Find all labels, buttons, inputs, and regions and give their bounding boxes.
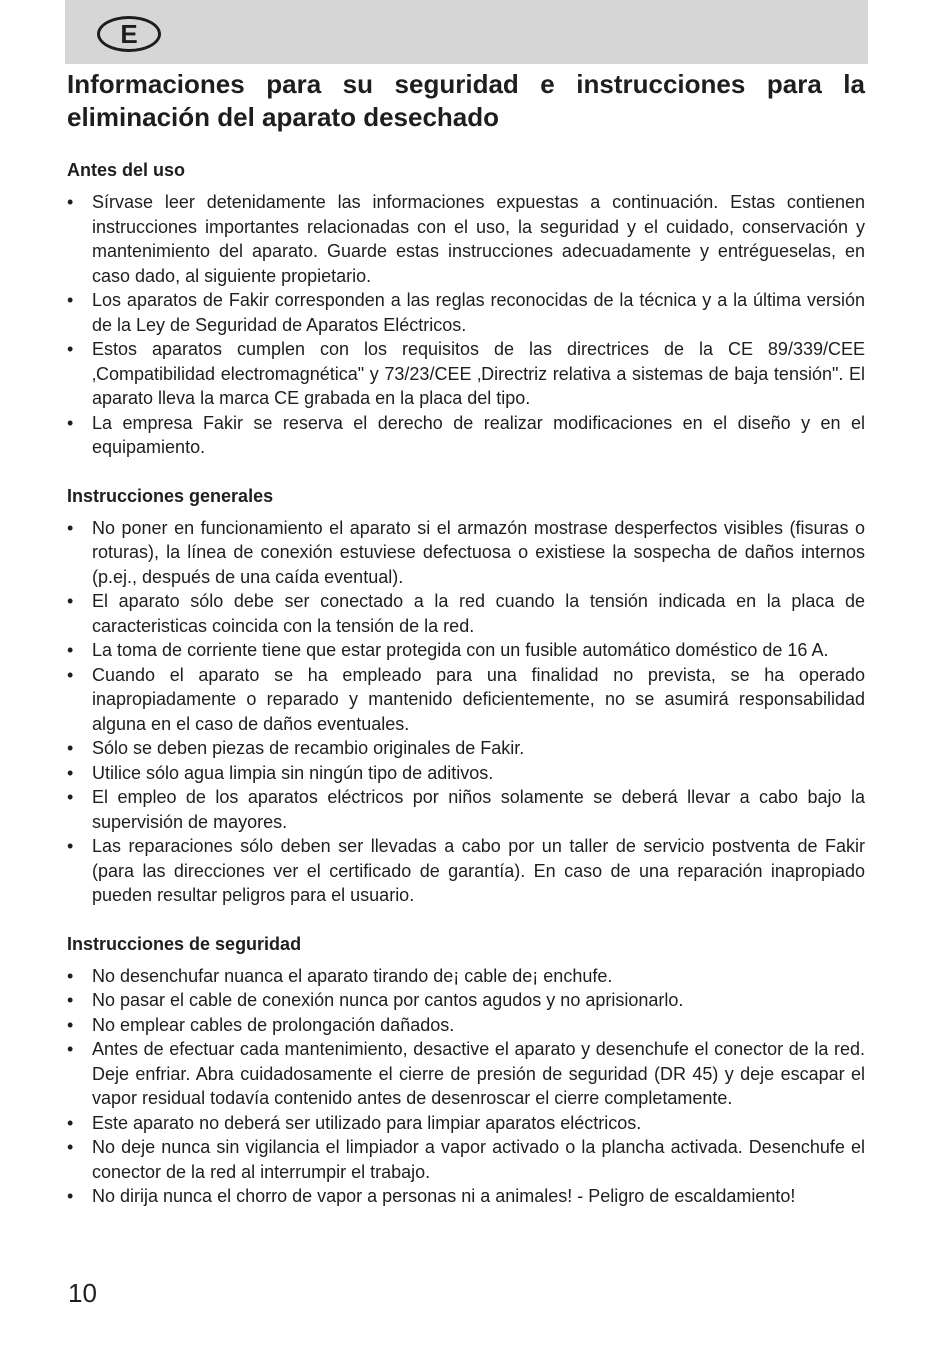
bullet-icon: • bbox=[67, 836, 74, 856]
list-item bbox=[67, 1184, 865, 1209]
section-heading: Instrucciones de seguridad bbox=[67, 933, 302, 954]
bullet-icon: • bbox=[67, 640, 74, 660]
bullet-list bbox=[67, 190, 865, 460]
list-item bbox=[67, 964, 865, 989]
list-item bbox=[67, 1111, 865, 1136]
bullet-icon: • bbox=[67, 664, 74, 685]
list-item-text: Utilice sólo agua limpia sin ningún tipo de aditivos. bbox=[92, 762, 494, 783]
section bbox=[67, 932, 865, 1209]
bullet-icon: • bbox=[67, 738, 74, 758]
language-badge: E bbox=[97, 16, 161, 52]
page-title: Informaciones para su seguridad e instrucciones para la eliminación del aparato desechado bbox=[67, 69, 865, 132]
list-item-text: Sólo se deben piezas de recambio originales de Fakir. bbox=[92, 738, 525, 758]
list-item-text: El aparato sólo debe ser conectado a la red cuando la tensión indicada en la placa de caracteristicas coincida con la tensión de la red. bbox=[92, 591, 865, 636]
bullet-icon: • bbox=[67, 1137, 74, 1157]
bullet-icon: • bbox=[67, 412, 74, 433]
bullet-icon: • bbox=[67, 990, 74, 1010]
list-item-text: No desenchufar nuanca el aparato tirando de¡ cable de¡ enchufe. bbox=[92, 965, 613, 986]
list-item bbox=[67, 337, 865, 411]
bullet-icon: • bbox=[67, 591, 74, 611]
bullet-icon: • bbox=[67, 517, 74, 538]
bullet-icon: • bbox=[67, 339, 74, 359]
sections-container bbox=[67, 158, 865, 1209]
section bbox=[67, 158, 865, 460]
bullet-icon: • bbox=[67, 1014, 74, 1035]
bullet-icon: • bbox=[67, 965, 74, 986]
page-content bbox=[67, 68, 865, 1209]
list-item-text: No deje nunca sin vigilancia el limpiador a vapor activado o la plancha activada. Desenchufe el conector de la red al interrumpir el trabajo. bbox=[92, 1137, 865, 1182]
list-item bbox=[67, 1013, 865, 1038]
list-item-text: No pasar el cable de conexión nunca por cantos agudos y no aprisionarlo. bbox=[92, 990, 684, 1010]
list-item-text: Cuando el aparato se ha empleado para una finalidad no prevista, se ha operado inapropiadamente o reparado y mantenido deficientemente, no se asumirá responsabilidad alguna en el caso de daños eventuales. bbox=[92, 664, 865, 734]
list-item-text: No poner en funcionamiento el aparato si el armazón mostrase desperfectos visibles (fisuras o roturas), la línea de conexión estuviese defectuosa o existiese la sospecha de daños internos (p.ej., después de una caída eventual). bbox=[92, 517, 865, 587]
section-heading: Instrucciones generales bbox=[67, 485, 274, 506]
bullet-list bbox=[67, 516, 865, 908]
list-item bbox=[67, 736, 865, 761]
list-item-text: La toma de corriente tiene que estar protegida con un fusible automático doméstico de 16 A. bbox=[92, 640, 829, 660]
list-item bbox=[67, 785, 865, 834]
list-item bbox=[67, 988, 865, 1013]
list-item-text: Los aparatos de Fakir corresponden a las reglas reconocidas de la técnica y a la última versión de la Ley de Seguridad de Aparatos Eléctricos. bbox=[92, 290, 865, 335]
list-item bbox=[67, 589, 865, 638]
list-item-text: Este aparato no deberá ser utilizado para limpiar aparatos eléctricos. bbox=[92, 1112, 642, 1133]
bullet-icon: • bbox=[67, 1112, 74, 1133]
bullet-list bbox=[67, 964, 865, 1209]
list-item bbox=[67, 834, 865, 908]
list-item bbox=[67, 761, 865, 786]
list-item bbox=[67, 516, 865, 590]
bullet-icon: • bbox=[67, 762, 74, 783]
list-item bbox=[67, 1135, 865, 1184]
list-item-text: No emplear cables de prolongación dañados. bbox=[92, 1014, 455, 1035]
list-item-text: Las reparaciones sólo deben ser llevadas a cabo por un taller de servicio postventa de Fakir (para las direcciones ver el certificado de garantía). En caso de una reparación inapropiado pueden resultar peligros para el usuario. bbox=[92, 836, 865, 905]
list-item-text: El empleo de los aparatos eléctricos por niños solamente se deberá llevar a cabo bajo la supervisión de mayores. bbox=[92, 787, 865, 832]
list-item bbox=[67, 1037, 865, 1111]
list-item bbox=[67, 638, 865, 663]
page-number: 10 bbox=[68, 1278, 97, 1308]
list-item bbox=[67, 288, 865, 337]
list-item bbox=[67, 190, 865, 288]
section bbox=[67, 484, 865, 908]
list-item-text: Sírvase leer detenidamente las informaciones expuestas a continuación. Estas contienen instrucciones importantes relacionadas con el uso, la seguridad y el cuidado, conservación y mantenimiento del aparato. Guarde estas instrucciones adecuadamente y entrégueselas, en caso dado, al siguiente propietario. bbox=[92, 192, 865, 286]
list-item bbox=[67, 411, 865, 460]
section-heading: Antes del uso bbox=[67, 160, 186, 180]
list-item-text: Antes de efectuar cada mantenimiento, desactive el aparato y desenchufe el conector de la red. Deje enfriar. Abra cuidadosamente el cierre de presión de seguridad (DR 45) y deje escapar el vapor residual todavía contenido antes de desenroscar el cierre completamente. bbox=[92, 1039, 865, 1108]
bullet-icon: • bbox=[67, 787, 74, 807]
list-item-text: La empresa Fakir se reserva el derecho de realizar modificaciones en el diseño y en el equipamiento. bbox=[92, 412, 865, 457]
list-item bbox=[67, 663, 865, 737]
language-header-band bbox=[65, 0, 868, 64]
bullet-icon: • bbox=[67, 192, 74, 212]
bullet-icon: • bbox=[67, 290, 74, 310]
bullet-icon: • bbox=[67, 1186, 74, 1206]
list-item-text: Estos aparatos cumplen con los requisitos de las directrices de la CE 89/339/CEE ‚Compatibilidad electromagnética" y 73/23/CEE ‚Directriz relativa a sistemas de baja tensión". El aparato lleva la marca CE grabada en la placa del tipo. bbox=[92, 339, 865, 408]
list-item-text: No dirija nunca el chorro de vapor a personas ni a animales! - Peligro de escaldamiento! bbox=[92, 1186, 796, 1206]
bullet-icon: • bbox=[67, 1039, 74, 1059]
